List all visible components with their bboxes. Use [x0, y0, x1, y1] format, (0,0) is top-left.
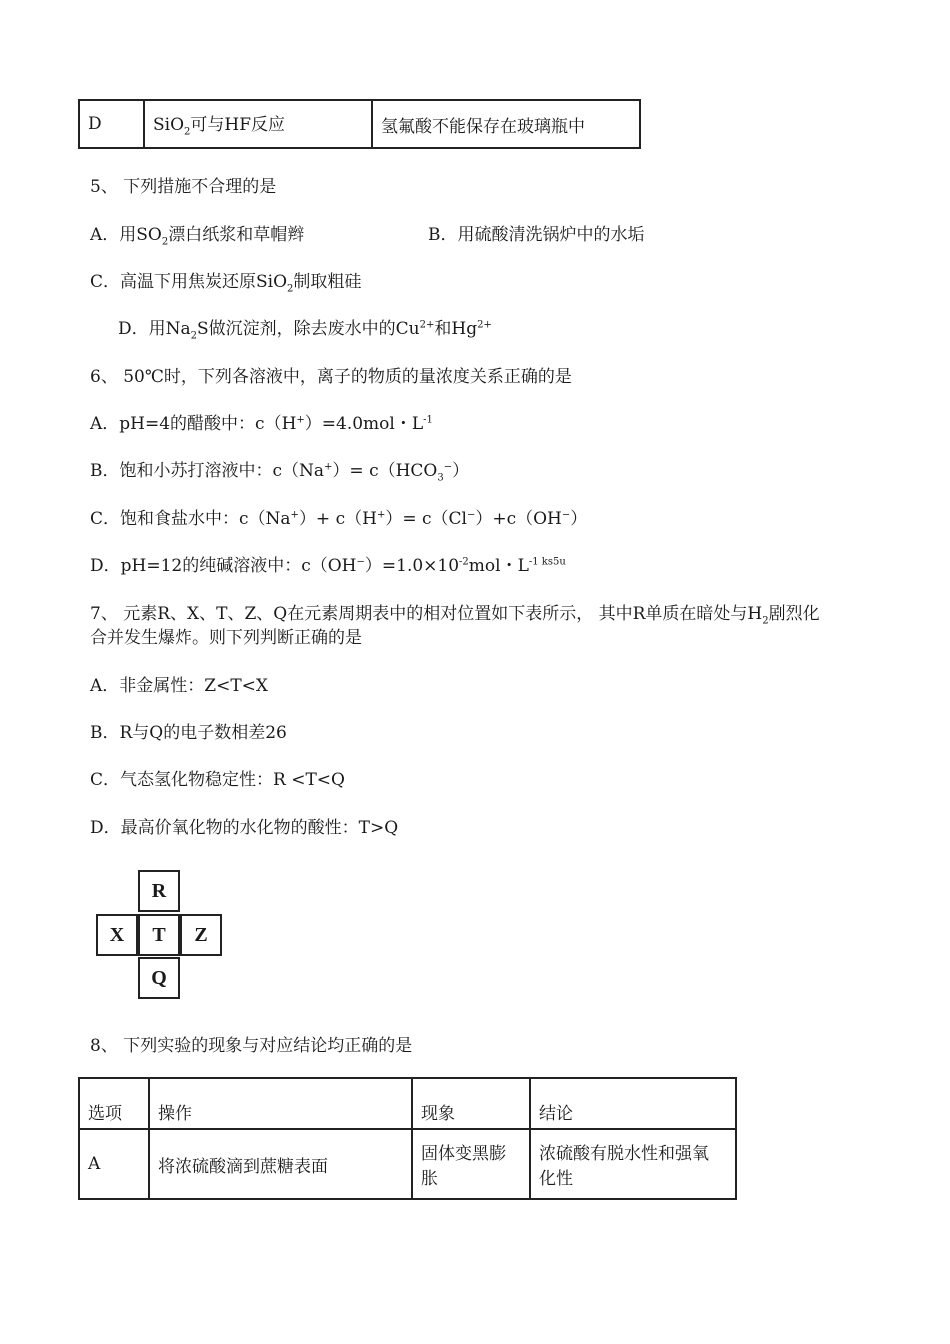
text: 7、 元素R、X、T、Z、Q在元素周期表中的相对位置如下表所示， 其中R单质在暗处与H	[90, 604, 763, 624]
q5-option-b: B．用硫酸清洗锅炉中的水垢	[428, 225, 645, 245]
cell-text: SiO	[153, 115, 185, 136]
text: ）+c（OH	[475, 509, 562, 529]
q8-table	[78, 1077, 737, 1200]
superscript: +	[290, 509, 299, 521]
table-row	[79, 100, 640, 148]
superscript: +	[324, 461, 333, 473]
cell-r: R	[138, 870, 180, 912]
subscript: 3	[437, 472, 444, 484]
table-cell: A	[79, 1129, 149, 1199]
cell-line: 胀	[421, 1169, 438, 1189]
cell-q: Q	[138, 957, 180, 999]
cell-z: Z	[180, 914, 222, 956]
table-cell: 将浓硫酸滴到蔗糖表面	[149, 1129, 412, 1199]
q7-option-c: C．气态氢化物稳定性：R <T<Q	[90, 770, 345, 790]
subscript: 2	[762, 615, 769, 627]
table-cell	[530, 1129, 736, 1199]
cell-text: D	[88, 114, 102, 134]
superscript: −	[443, 461, 453, 473]
q5-option-c	[90, 267, 361, 294]
superscript: -1 ks5u	[528, 556, 566, 568]
table-cell	[79, 100, 144, 148]
text: ）= c（Cl	[385, 509, 467, 529]
cell-text: 可与HF反应	[190, 115, 286, 136]
q6-option-b	[90, 456, 469, 483]
superscript: −	[561, 509, 571, 521]
superscript: 2+	[419, 319, 435, 331]
text: ）	[452, 461, 470, 481]
q8-stem: 8、 下列实验的现象与对应结论均正确的是	[90, 1036, 413, 1056]
q7-stem-line2: 合并发生爆炸。则下列判断正确的是	[90, 628, 362, 648]
cell-line: 浓硫酸有脱水性和强氧	[539, 1144, 709, 1164]
text: C．饱和食盐水中：c（Na	[90, 509, 291, 529]
superscript: 2+	[477, 319, 492, 331]
text: ）=4.0mol・L	[304, 414, 424, 434]
text: ）=1.0×10	[364, 556, 460, 576]
top-table	[78, 99, 641, 149]
q5-stem: 5、 下列措施不合理的是	[90, 177, 277, 197]
text: A．pH=4的醋酸中：c（H	[90, 414, 297, 434]
cell-line: 化性	[539, 1169, 573, 1189]
q7-option-b: B．R与Q的电子数相差26	[90, 723, 287, 743]
subscript: 2	[184, 126, 191, 138]
text: ）= c（HCO	[332, 461, 438, 481]
q6-option-a	[90, 409, 433, 434]
text: A．用SO	[90, 225, 162, 245]
subscript: 2	[287, 283, 294, 295]
table-header-row	[79, 1078, 736, 1129]
text: ）	[570, 509, 588, 529]
text: S做沉淀剂，除去废水中的Cu	[197, 319, 420, 339]
subscript: 2	[190, 330, 198, 342]
text: mol・L	[468, 556, 529, 576]
header-cell: 选项	[79, 1078, 149, 1129]
text: B．饱和小苏打溶液中：c（Na	[90, 461, 325, 481]
q6-option-c	[90, 504, 587, 529]
table-cell	[372, 100, 640, 148]
q7-option-a: A．非金属性：Z<T<X	[90, 676, 269, 696]
text: ）+ c（H	[298, 509, 377, 529]
header-cell: 操作	[149, 1078, 412, 1129]
text: 和Hg	[434, 319, 478, 339]
text: D．用Na	[118, 319, 191, 339]
cell-x: X	[96, 914, 138, 956]
superscript: −	[356, 556, 365, 568]
cell-text: 氢氟酸不能保存在玻璃瓶中	[381, 116, 585, 137]
cell-line: 固体变黑膨	[421, 1144, 506, 1164]
subscript: 2	[161, 236, 169, 248]
superscript: −	[466, 509, 476, 521]
text: 剧烈化	[768, 604, 820, 624]
q6-option-d	[90, 551, 566, 576]
table-row	[79, 1129, 736, 1199]
header-cell: 结论	[530, 1078, 736, 1129]
q5-option-d	[118, 314, 492, 341]
text: 制取粗硅	[293, 272, 362, 292]
text: C．高温下用焦炭还原SiO	[90, 272, 288, 292]
q7-option-d: D．最高价氧化物的水化物的酸性：T>Q	[90, 818, 399, 838]
text: 漂白纸浆和草帽辫	[168, 225, 305, 245]
cell-t: T	[138, 914, 180, 956]
superscript: -1	[423, 414, 433, 426]
text: D．pH=12的纯碱溶液中：c（OH	[90, 556, 357, 576]
header-cell: 现象	[412, 1078, 530, 1129]
superscript: -2	[459, 556, 469, 568]
superscript: +	[296, 414, 305, 426]
q5-option-a	[90, 220, 304, 247]
table-cell	[144, 100, 372, 148]
superscript: +	[376, 509, 386, 521]
q6-stem: 6、 50℃时，下列各溶液中，离子的物质的量浓度关系正确的是	[90, 367, 572, 387]
table-cell	[412, 1129, 530, 1199]
